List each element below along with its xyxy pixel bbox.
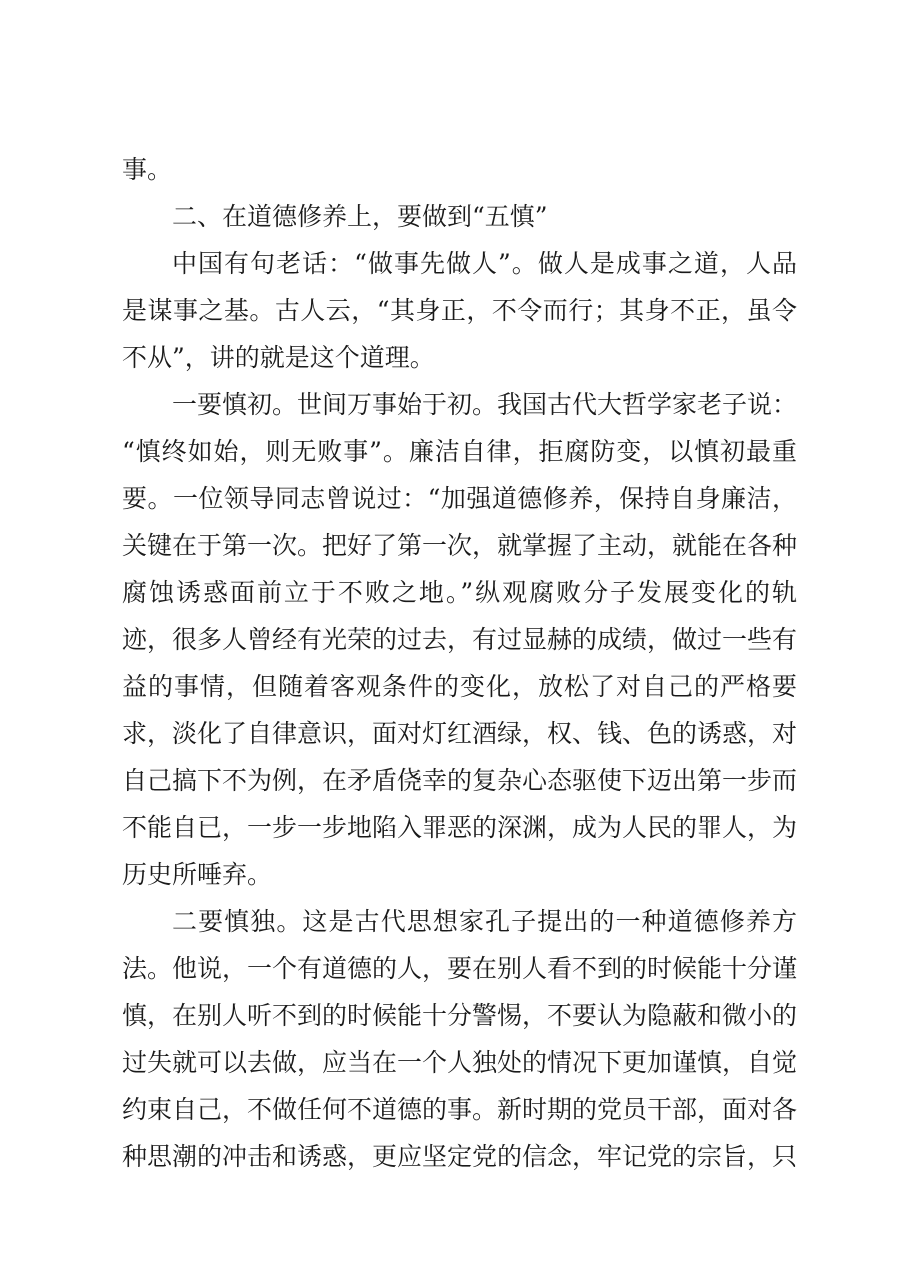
text-line: 自己搞下不为例，在矛盾侥幸的复杂心态驱使下迈出第一步而 (122, 766, 798, 795)
text-line: 约束自己，不做任何不道德的事。新时期的党员干部，面对各 (122, 1095, 798, 1124)
text-line: “慎终如始，则无败事”。廉洁自律，拒腐防变，以慎初最重 (122, 437, 797, 466)
text-line: 一要慎初。世间万事始于初。我国古代大哲学家老子说： (172, 390, 798, 419)
text-line: 慎，在别人听不到的时候能十分警惕，不要认为隐蔽和微小的 (122, 1001, 798, 1030)
text-line: 历史所唾弃。 (122, 860, 273, 889)
text-line: 要。一位领导同志曾说过：“加强道德修养，保持自身廉洁， (122, 484, 797, 513)
text-line: 益的事情，但随着客观条件的变化，放松了对自己的严格要 (122, 672, 797, 701)
text-line: 不能自已，一步一步地陷入罪恶的深渊，成为人民的罪人，为 (122, 813, 798, 842)
section-heading: 二、在道德修养上，要做到“五慎” (172, 202, 548, 231)
text-line: 事。 (122, 155, 173, 184)
text-line: 种思潮的冲击和诱惑，更应坚定党的信念，牢记党的宗旨，只 (122, 1142, 798, 1171)
text-line: 过失就可以去做，应当在一个人独处的情况下更加谨慎，自觉 (122, 1048, 798, 1077)
text-line: 中国有句老话：“做事先做人”。做人是成事之道，人品 (172, 249, 797, 278)
text-line: 关键在于第一次。把好了第一次，就掌握了主动，就能在各种 (122, 531, 798, 560)
text-line: 迹，很多人曾经有光荣的过去，有过显赫的成绩，做过一些有 (122, 625, 798, 654)
text-line: 二要慎独。这是古代思想家孔子提出的一种道德修养方 (172, 907, 797, 936)
text-line: 法。他说，一个有道德的人，要在别人看不到的时候能十分谨 (122, 954, 798, 983)
text-line: 求，淡化了自律意识，面对灯红酒绿，权、钱、色的诱惑，对 (122, 719, 798, 748)
text-line: 是谋事之基。古人云，“其身正，不令而行；其身不正，虽令 (122, 296, 797, 325)
text-line: 腐蚀诱惑面前立于不败之地。”纵观腐败分子发展变化的轨 (122, 578, 797, 607)
text-line: 不从”，讲的就是这个道理。 (122, 343, 435, 372)
